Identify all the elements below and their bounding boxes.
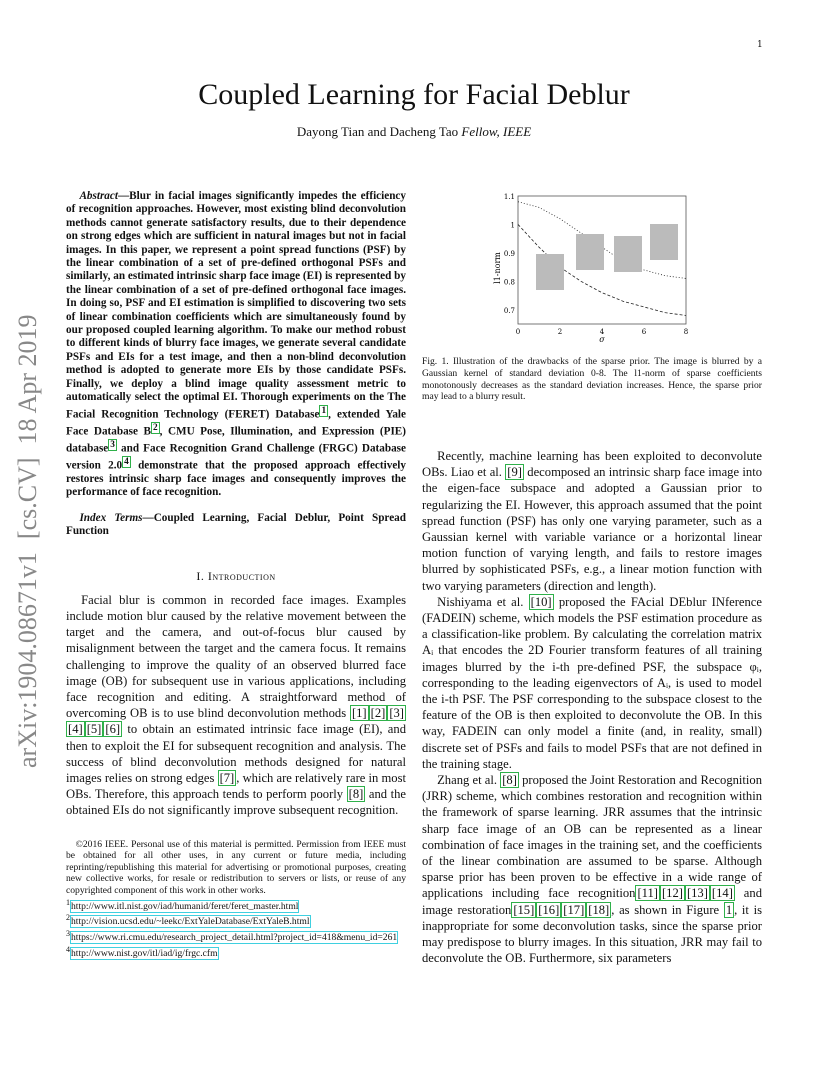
- right-paragraph-2: [422, 594, 762, 772]
- intro-paragraph: [66, 592, 406, 819]
- footnote-ref-1[interactable]: 1: [321, 405, 327, 416]
- abstract-text-2: , extended Yale Face Database B: [66, 408, 406, 438]
- right-text: , it is inappropriate for some deconvolution tasks, since the sparse prior may predispose to blurry images. In this situation, JRR may fail to deconvolute the OB. Furthermore, six parameters: [422, 902, 762, 966]
- x-axis-label: σ: [599, 335, 605, 344]
- citation-14[interactable]: [14]: [711, 886, 733, 901]
- section-number: I.: [196, 568, 208, 583]
- face-thumbnail: [536, 254, 564, 290]
- caption-text: Illustration of the drawbacks of the sparse prior. The image is blurred by a Gaussian kernel of standard deviation 0-8. The l1-norm of sparse coefficients monotonously decreases as the standard deviation increases. Hence, the sparse prior may lead to a blurry result.: [422, 356, 762, 403]
- footnotes: [66, 897, 406, 960]
- citation-1[interactable]: [1]: [351, 706, 367, 721]
- citation-8[interactable]: [8]: [502, 773, 517, 788]
- right-text: proposed the Joint Restoration and Recognition (JRR) scheme, which combines restoration and recognition within the framework of sparse learning. JRR assumes that the intrinsic sharp face image of an OB can be represented as a linear combination of face images in the training set, and the coefficients of the linear combination are assumed to be sparse. Although sparse prior has been proven to be effective in a wide range of applications including face recognition: [422, 773, 762, 901]
- footnote-number: 1: [66, 897, 70, 907]
- intro-text-3: , which are relatively rare in most OBs. Therefore, this approach tends to perform poorly: [66, 770, 406, 802]
- citation-10[interactable]: [10]: [530, 594, 552, 609]
- footnote-ref-3[interactable]: 3: [110, 439, 115, 450]
- section-heading-introduction: [66, 569, 406, 584]
- footnote-link[interactable]: http://www.nist.gov/itl/iad/ig/frgc.cfm: [71, 948, 218, 960]
- footnote-number: 4: [66, 944, 70, 954]
- author-names: Dayong Tian and Dacheng Tao: [296, 124, 459, 139]
- y-tick-label: 0.9: [503, 249, 515, 258]
- footnote-2: [66, 912, 406, 928]
- citation-8[interactable]: [8]: [348, 787, 364, 802]
- footnote-link[interactable]: https://www.ri.cmu.edu/research_project_detail.html?project_id=418&menu_id=261: [71, 932, 398, 944]
- abstract-text-3: , CMU Pose, Illumination, and Expression (PIE) database: [66, 425, 406, 455]
- authors: [0, 124, 828, 140]
- copyright-notice: ©2016 IEEE. Personal use of this material is permitted. Permission from IEEE must be obtained for all other uses, in any current or future media, including reprinting/republishing this material for advertising or promotional purposes, creating new collective works, for resale or redistribution to servers or lists, or reuse of any copyrighted component of this work in other works.: [66, 838, 406, 896]
- citation-9[interactable]: [9]: [507, 465, 522, 480]
- footnote-4: [66, 944, 406, 960]
- figure-ref-1[interactable]: 1: [725, 902, 733, 917]
- index-terms-text: —Coupled Learning, Facial Deblur, Point Spread Function: [66, 511, 406, 538]
- arxiv-stamp-text: arXiv:1904.08671v1 [cs.CV] 18 Apr 2019: [13, 314, 42, 768]
- arxiv-stamp-svg: [10, 300, 40, 770]
- footnote-1: [66, 897, 406, 913]
- footnote-link[interactable]: http://vision.ucsd.edu/~leekc/ExtYaleDatabase/ExtYaleB.html: [71, 916, 310, 928]
- y-tick-label: 0.7: [503, 306, 515, 315]
- citation-15[interactable]: [15]: [513, 902, 535, 917]
- face-thumbnail: [650, 224, 678, 260]
- author-fellow: Fellow, IEEE: [461, 124, 532, 139]
- y-tick-label: 0.8: [503, 278, 515, 287]
- right-paragraph-3: [422, 772, 762, 966]
- footnote-ref-2[interactable]: 2: [152, 422, 158, 433]
- right-text: Nishiyama et al.: [437, 594, 529, 609]
- abstract-text: —Blur in facial images significantly impedes the efficiency of recognition approaches. However, most existing blind deconvolution methods cannot generate satisfactory results, due to their dependence on strong edges which are sufficient in natural images but not in facial images. In this paper, we represent a point spread functions (PSF) by the linear combination of a set of pre-defined orthogonal PSFs and similarly, an estimated intrinsic sharp face image (EI) is represented by the linear combination of a set of pre-defined orthogonal face images. In doing so, PSF and EI estimation is simplified to discovering two sets of linear combination coefficients which are simultaneously found by our proposed coupled learning algorithm. To make our method robust to different kinds of blurry face images, we generate several candidate PSFs and EIs for a test image, and then a non-blind deconvolution method is adopted to generate more EIs by those candidate PSFs. Finally, we deploy a blind image quality assessment metric to automatically select the optimal EI. Thorough experiments on the The Facial Recognition Technology (FERET) Database: [66, 190, 406, 421]
- face-thumbnail: [614, 236, 642, 272]
- abstract-text-4: and Face Recognition Grand Challenge (FRGC) Database version 2.0: [66, 442, 406, 472]
- face-thumbnail: [576, 234, 604, 270]
- y-tick-label: 1: [510, 221, 515, 230]
- intro-text-1: Facial blur is common in recorded face images. Examples include motion blur caused by the relative movement between the target and the camera, and out-of-focus blur caused by misalignment between the target and the camera focus. It remains challenging to improve the quality of an observed blurred face image (OB) for subsequent use in various applications, including face recognition and editing. A straightforward method of overcoming OB is to use blind deconvolution methods: [66, 592, 406, 721]
- footnote-ref-4[interactable]: 4: [124, 456, 129, 467]
- abstract-text-5: demonstrate that the proposed approach effectively restores intrinsic sharp face images and consequently improves the performance of face recognition.: [66, 459, 406, 499]
- x-tick-label: 8: [683, 328, 689, 336]
- left-column: [66, 190, 406, 960]
- citation-17[interactable]: [17]: [563, 902, 585, 917]
- face-thumbnails: [536, 224, 678, 290]
- citation-5[interactable]: [5]: [86, 722, 102, 737]
- x-tick-label: 0: [515, 328, 521, 336]
- intro-text-2: to obtain an estimated intrinsic face image (EI), and then to exploit the EI for subsequent recognition and analysis. The success of blind deconvolution methods designed for natural images relies on strong edges: [66, 722, 406, 785]
- y-ticks: [504, 193, 515, 315]
- abstract-label: Abstract: [79, 190, 118, 202]
- y-axis-label: l1-norm: [493, 252, 502, 284]
- y-tick-label: 1.1: [503, 193, 515, 201]
- right-column: [422, 448, 762, 967]
- paper-title: Coupled Learning for Facial Deblur: [198, 78, 630, 111]
- x-tick-label: 2: [557, 328, 563, 336]
- citation-6[interactable]: [6]: [105, 722, 121, 737]
- right-text: Zhang et al.: [437, 773, 501, 788]
- footnote-number: 3: [66, 929, 70, 939]
- right-text: Recently, machine learning has been exploited to deconvolute OBs. Liao et al.: [422, 449, 762, 480]
- citation-7[interactable]: [7]: [219, 770, 235, 785]
- citation-18[interactable]: [18]: [588, 902, 610, 917]
- intro-text-4: and the obtained EIs do not significantly improve subsequent recognition.: [66, 787, 406, 818]
- arxiv-stamp: [10, 300, 40, 770]
- abstract: [66, 190, 406, 500]
- figure-caption: [422, 356, 762, 403]
- section-name: Introduction: [207, 568, 276, 583]
- caption-label: Fig. 1.: [422, 356, 449, 367]
- citation-2[interactable]: [2]: [370, 706, 386, 721]
- footnote-link[interactable]: http://www.itl.nist.gov/iad/humanid/feret/feret_master.html: [71, 900, 299, 912]
- index-terms: [66, 512, 406, 539]
- figure-1: [490, 188, 700, 353]
- right-text: proposed the FAcial DEblur INference (FADEIN) scheme, which models the PSF estimation procedure as a classification-like problem. By calculating the correlation matrix Aᵢ that encodes the 2D Fourier transform features of all training images blurred by the i-th pre-defined PSF, the subspace φᵢ, corresponding to the leading eigenvectors of Aᵢ, is used to model the i-th PSF. The PSF corresponding to the subspace closest to the feature of the OB is then exploited to deconvolute the OB. In this way, FADEIN can only model a finite (and, in reality, small) discrete set of PSFs and fails to model PSFs that are not defined in the training stage.: [422, 594, 762, 771]
- citation-12[interactable]: [12]: [661, 886, 683, 901]
- citation-4[interactable]: [4]: [68, 722, 83, 737]
- x-tick-label: 6: [641, 328, 647, 336]
- footnote-3: [66, 928, 406, 944]
- right-paragraph-1: [422, 448, 762, 594]
- right-text: , as shown in Figure: [611, 902, 724, 917]
- index-terms-label: Index Terms: [79, 511, 143, 524]
- citation-3[interactable]: [3]: [389, 706, 404, 721]
- citation-11[interactable]: [11]: [637, 886, 658, 901]
- figure-1-chart: [490, 188, 700, 353]
- right-text: decomposed an intrinsic sharp face image into the eigen-face subspace and adopted a Gaussian prior to regularizing the EI. However, this approach assumed that the point spread function (PSF) has only one varying parameter, such as a Gaussian kernel with variable variance or a horizontal linear motion function of varying length, and fails to restore images blurred by sophisticated PSFs, e.g., a linear motion function with two varying parameters (direction and length).: [422, 465, 762, 593]
- citation-13[interactable]: [13]: [686, 886, 708, 901]
- right-text: and image restoration: [422, 886, 762, 917]
- x-tick-label: 4: [599, 328, 605, 336]
- citation-16[interactable]: [16]: [538, 902, 560, 917]
- page-number: 1: [757, 40, 763, 50]
- footnote-number: 2: [66, 913, 70, 923]
